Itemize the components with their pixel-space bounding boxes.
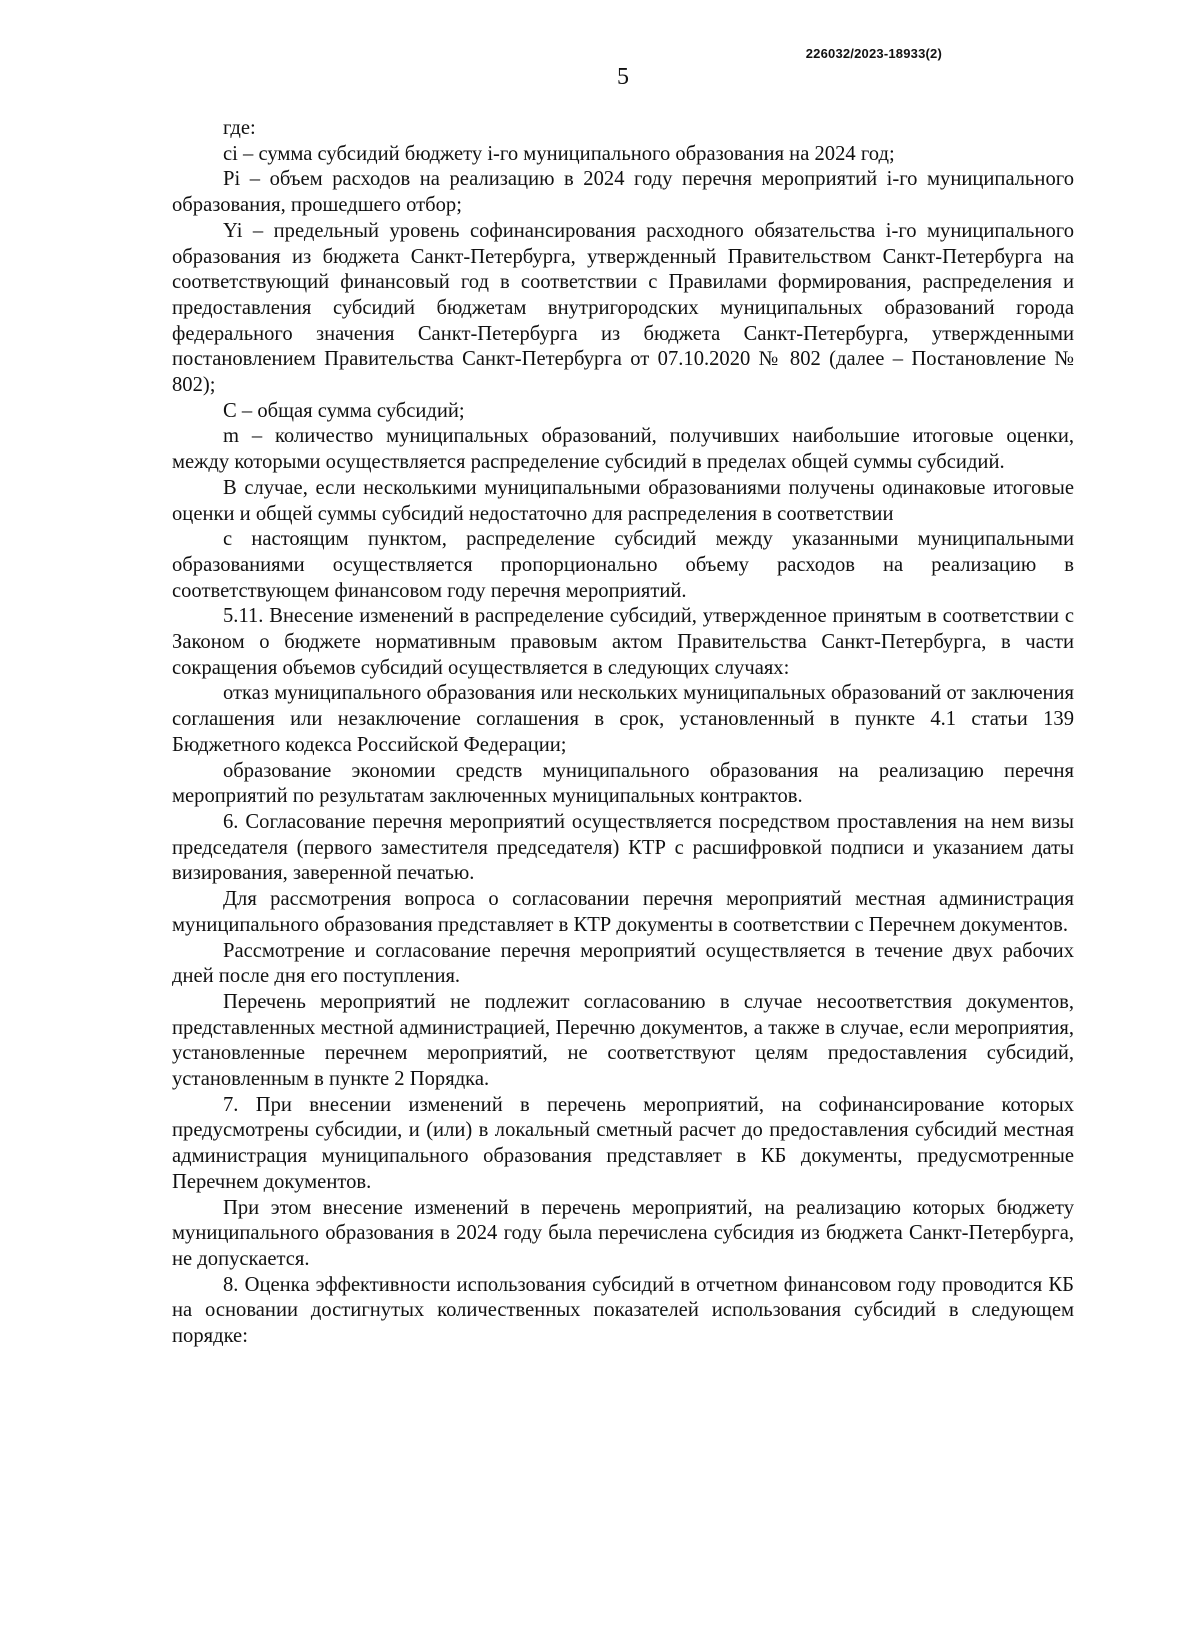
paragraph-review-period: Рассмотрение и согласование перечня мероприятий осуществляется в течение двух рабочих дней после дня его поступления. xyxy=(172,939,1074,988)
document-body xyxy=(172,116,1074,1350)
paragraph-where: где: xyxy=(223,117,256,139)
document-registration-number: 226032/2023-18933(2) xyxy=(805,46,942,61)
paragraph-m-definition: m – количество муниципальных образований, получивших наибольшие итоговые оценки, между которыми осуществляется распределение субсидий в пределах общей суммы субсидий. xyxy=(172,425,1074,474)
paragraph-pi-definition: Pi – объем расходов на реализацию в 2024 году перечня мероприятий i-го муниципального образования, прошедшего отбор; xyxy=(172,168,1074,217)
page-number: 5 xyxy=(617,64,629,90)
paragraph-rejection-grounds: Перечень мероприятий не подлежит согласованию в случае несоответствия документов, представленных местной администрацией, Перечню документов, а также в случае, если мероприятия, установленные перечнем мероприятий, не соответствуют целям предоставления субсидий, установленным в пункте 2 Порядка. xyxy=(172,990,1074,1091)
paragraph-c-definition: C – общая сумма субсидий; xyxy=(223,399,465,422)
paragraph-refusal-case: отказ муниципального образования или нескольких муниципальных образований от заключения соглашения или незаключение соглашения в срок, установленный в пункте 4.1 статьи 139 Бюджетного кодекса Российской Федерации; xyxy=(172,682,1074,756)
paragraph-section-8: 8. Оценка эффективности использования субсидий в отчетном финансовом году проводится КБ на основании достигнутых количественных показателей использования субсидий в следующем порядке: xyxy=(172,1273,1074,1348)
paragraph-savings-case: образование экономии средств муниципального образования на реализацию перечня мероприятий по результатам заключенных муниципальных контрактов. xyxy=(172,759,1074,808)
paragraph-ci-definition: ci – сумма субсидий бюджету i-го муниципального образования на 2024 год; xyxy=(223,142,895,165)
paragraph-section-6: 6. Согласование перечня мероприятий осуществляется посредством проставления на нем визы председателя (первого заместителя председателя) КТР с расшифровкой подписи и указанием даты визирования, заверенной печатью. xyxy=(172,810,1074,885)
paragraph-proportional-distribution: с настоящим пунктом, распределение субсидий между указанными муниципальными образованиями осуществляется пропорционально объему расходов на реализацию в соответствующем финансовом году перечня мероприятий. xyxy=(172,528,1074,602)
paragraph-section-7: 7. При внесении изменений в перечень мероприятий, на софинансирование которых предусмотрены субсидии, и (или) в локальный сметный расчет до предоставления субсидий местная администрация муниципального образования представляет в КБ документы, предусмотренные Перечнем документов. xyxy=(172,1093,1074,1193)
paragraph-changes-not-allowed: При этом внесение изменений в перечень мероприятий, на реализацию которых бюджету муниципального образования в 2024 году была перечислена субсидия из бюджета Санкт-Петербурга, не допускается. xyxy=(172,1196,1074,1270)
paragraph-section-5-11: 5.11. Внесение изменений в распределение субсидий, утвержденное принятым в соответствии с Законом о бюджете нормативным правовым актом Правительства Санкт-Петербурга, в части сокращения объемов субсидий осуществляется в следующих случаях: xyxy=(172,605,1074,679)
paragraph-equal-scores-case: В случае, если несколькими муниципальными образованиями получены одинаковые итоговые оценки и общей суммы субсидий недостаточно для распределения в соответствии xyxy=(172,476,1074,525)
paragraph-yi-definition: Yi – предельный уровень софинансирования расходного обязательства i-го муниципального образования из бюджета Санкт-Петербурга, утвержденный Правительством Санкт-Петербурга на соответствующий финансовый год в соответствии с Правилами формирования, распределения и предоставления субсидий бюджетам внутригородских муниципальных образований города федерального значения Санкт-Петербурга из бюджета Санкт-Петербурга, утвержденными постановлением Правительства Санкт-Петербурга от 07.10.2020 № 802 (далее – Постановление № 802); xyxy=(172,219,1074,397)
paragraph-documents-submission: Для рассмотрения вопроса о согласовании перечня мероприятий местная администрация муниципального образования представляет в КТР документы в соответствии с Перечнем документов. xyxy=(172,888,1074,936)
